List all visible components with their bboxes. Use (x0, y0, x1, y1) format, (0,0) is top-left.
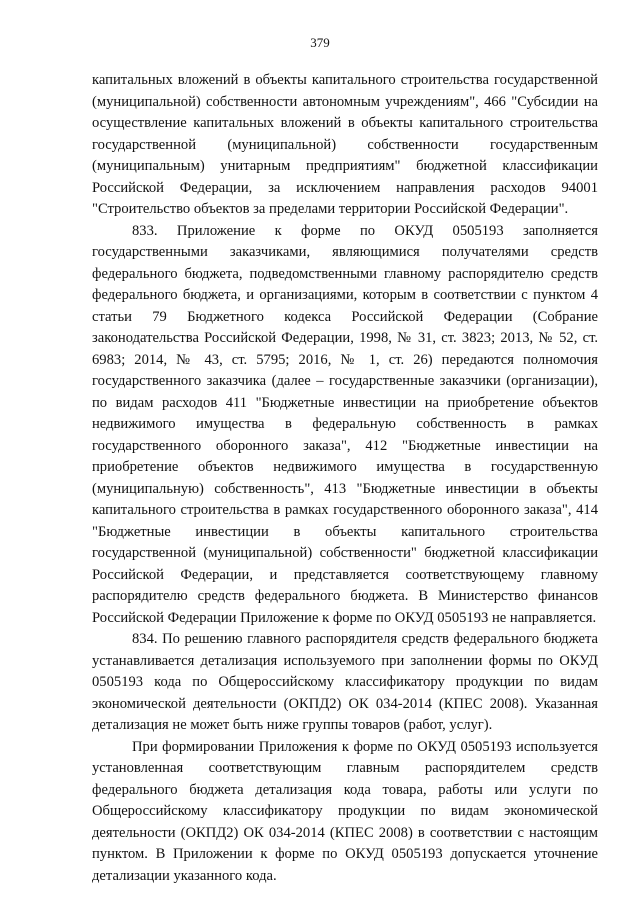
paragraph-833: 833. Приложение к форме по ОКУД 0505193 заполняется государственными заказчиками, являющимися получателями средств федерального бюджета, подведомственными главному распорядителю средств федерального бюджета, и организациями, которым в соответствии с пунктом 4 статьи 79 Бюджетного кодекса Российской Федерации (Собрание законодательства Российской Федерации, 1998, № 31, ст. 3823; 2013, № 52, ст. 6983; 2014, № 43, ст. 5795; 2016, № 1, ст. 26) передаются полномочия государственного заказчика (далее – государственные заказчики (организации), по видам расходов 411 "Бюджетные инвестиции на приобретение объектов недвижимого имущества в федеральную собственность в рамках государственного оборонного заказа", 412 "Бюджетные инвестиции на приобретение объектов недвижимого имущества в государственную (муниципальную) собственность", 413 "Бюджетные инвестиции в объекты капитального строительства в рамках государственного оборонного заказа", 414 "Бюджетные инвестиции в объекты капитального строительства государственной (муниципальной) собственности" бюджетной классификации Российской Федерации, и представляется соответствующему главному распорядителю средств федерального бюджета. В Министерство финансов Российской Федерации Приложение к форме по ОКУД 0505193 не направляется. (92, 222, 598, 626)
paragraph-834: 834. По решению главного распорядителя средств федерального бюджета устанавливается детализация используемого при заполнении формы по ОКУД 0505193 кода по Общероссийскому классификатору продукции по видам экономической деятельности (ОКПД2) ОК 034-2014 (КПЕС 2008). Указанная детализация не может быть ниже группы товаров (работ, услуг). (92, 631, 598, 733)
page-number: 379 (310, 35, 330, 50)
paragraph-formation: При формировании Приложения к форме по ОКУД 0505193 используется установленная соответствующим главным распорядителем средств федерального бюджета детализация кода товара, работы или услуги по Общероссийскому классификатору продукции по видам экономической деятельности (ОКПД2) ОК 034-2014 (КПЕС 2008) в соответствии с настоящим пунктом. В Приложении к форме по ОКУД 0505193 допускается уточнение детализации указанного кода. (92, 738, 598, 884)
paragraph-continuation: капитальных вложений в объекты капитального строительства государственной (муниципальной) собственности автономным учреждениям", 466 "Субсидии на осуществление капитальных вложений в объекты капитального строительства государственной (муниципальной) собственности государственным (муниципальным) унитарным предприятиям" бюджетной классификации Российской Федерации, за исключением направления расходов 94001 "Строительство объектов за пределами территории Российской Федерации". (92, 72, 598, 217)
document-body (92, 70, 598, 887)
